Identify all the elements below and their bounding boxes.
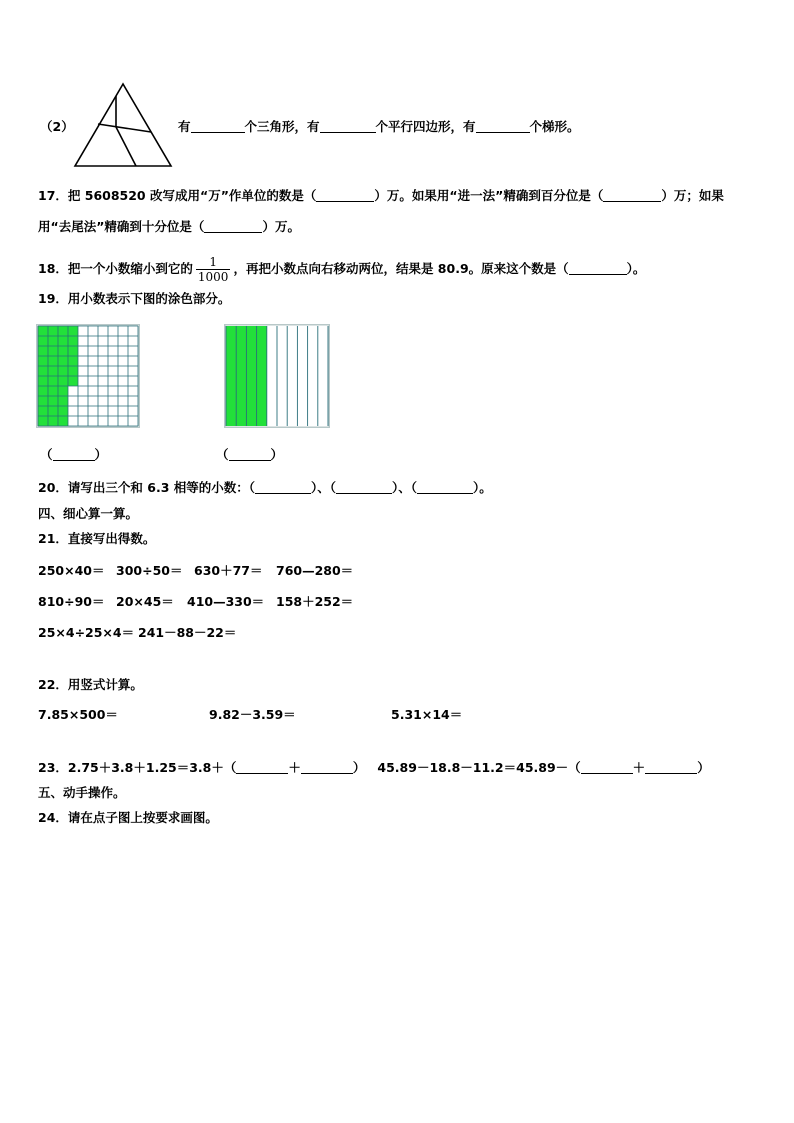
shaded-cell bbox=[38, 366, 48, 376]
answer-blank-q19-2[interactable] bbox=[229, 448, 271, 461]
shaded-cell bbox=[48, 416, 58, 426]
q21-r2c1: 810÷90＝ bbox=[38, 594, 105, 609]
shaded-cell bbox=[58, 396, 68, 406]
q17-a: 17．把 5608520 改写成用“万”作单位的数是（ bbox=[38, 188, 317, 203]
q22-title: 22．用竖式计算。 bbox=[38, 677, 143, 692]
answer-blank-q23-2[interactable] bbox=[301, 761, 353, 774]
section-4-heading: 四、细心算一算。 bbox=[38, 506, 139, 521]
q18-c: ）。 bbox=[626, 261, 646, 276]
shaded-cell bbox=[48, 376, 58, 386]
shaded-cell bbox=[58, 416, 68, 426]
q23-line bbox=[38, 760, 710, 776]
q21-r1c2: 300÷50＝ bbox=[116, 563, 183, 578]
q18-b: ，再把小数点向右移动两位，结果是 80.9。原来这个数是（ bbox=[233, 261, 569, 276]
q20-end: ）。 bbox=[473, 480, 492, 495]
q23-plus2: ＋ bbox=[632, 760, 646, 775]
shaded-cell bbox=[48, 356, 58, 366]
q17-b: ）万。如果用“进一法”精确到百分位是（ bbox=[374, 188, 604, 203]
shaded-cell bbox=[48, 366, 58, 376]
answer-blank-q23-3[interactable] bbox=[581, 761, 633, 774]
answer-blank-q17-1[interactable] bbox=[316, 189, 374, 202]
answer-blank-triangles[interactable] bbox=[191, 120, 245, 133]
shaded-cell bbox=[68, 376, 78, 386]
q20-sep2: ）、（ bbox=[392, 480, 418, 495]
q16-2-s3: 个平行四边形，有 bbox=[375, 119, 476, 134]
q19-right-open: （ bbox=[216, 447, 229, 462]
q21-r1c4: 760—280＝ bbox=[276, 563, 354, 578]
shaded-cell bbox=[38, 326, 48, 336]
shaded-cell bbox=[38, 336, 48, 346]
q19-left-close: ） bbox=[94, 447, 108, 462]
shaded-cell bbox=[58, 346, 68, 356]
shaded-strip bbox=[226, 326, 236, 426]
answer-blank-q18[interactable] bbox=[569, 262, 627, 275]
answer-blank-q23-1[interactable] bbox=[236, 761, 288, 774]
shaded-cell bbox=[68, 326, 78, 336]
q16-2-s4: 个梯形。 bbox=[529, 119, 580, 134]
shaded-strip bbox=[246, 326, 256, 426]
shaded-cell bbox=[58, 366, 68, 376]
q17-d: 用“去尾法”精确到十分位是（ bbox=[38, 219, 205, 234]
q21-r2c4: 158＋252＝ bbox=[276, 594, 354, 609]
shaded-cell bbox=[38, 346, 48, 356]
shaded-cell bbox=[38, 406, 48, 416]
hundred-grid-figure bbox=[36, 324, 140, 428]
tenths-strips-figure bbox=[224, 324, 330, 428]
shaded-cell bbox=[58, 376, 68, 386]
answer-blank-q20-1[interactable] bbox=[255, 481, 311, 494]
answer-blank-q23-4[interactable] bbox=[645, 761, 697, 774]
q20-line bbox=[38, 480, 492, 496]
q16-2-s1: 有 bbox=[178, 119, 191, 134]
triangle-figure bbox=[73, 82, 173, 168]
shaded-cell bbox=[58, 356, 68, 366]
answer-blank-trapezoids[interactable] bbox=[476, 120, 530, 133]
q21-r2c3: 410—330＝ bbox=[187, 594, 265, 609]
answer-blank-q20-2[interactable] bbox=[336, 481, 392, 494]
shaded-cell bbox=[48, 396, 58, 406]
answer-blank-q17-2[interactable] bbox=[603, 189, 661, 202]
shaded-cell bbox=[38, 376, 48, 386]
shaded-cell bbox=[48, 346, 58, 356]
q24-text: 24．请在点子图上按要求画图。 bbox=[38, 810, 218, 825]
q21-r2c2: 20×45＝ bbox=[116, 594, 174, 609]
shaded-cell bbox=[48, 336, 58, 346]
shaded-cell bbox=[48, 326, 58, 336]
q20-sep1: ）、（ bbox=[311, 480, 337, 495]
section-5-heading: 五、动手操作。 bbox=[38, 785, 126, 800]
q21-title: 21．直接写出得数。 bbox=[38, 531, 156, 546]
q23-close2: ） bbox=[697, 760, 710, 775]
answer-blank-q19-1[interactable] bbox=[53, 448, 95, 461]
shaded-cell bbox=[38, 386, 48, 396]
shaded-cell bbox=[48, 406, 58, 416]
q19-answer-left bbox=[40, 447, 107, 463]
q22-item-2: 9.82－3.59＝ bbox=[209, 707, 296, 722]
shaded-strip bbox=[257, 326, 267, 426]
shaded-cell bbox=[68, 366, 78, 376]
q21-r3c2: 241－88－22＝ bbox=[138, 625, 237, 640]
shaded-cell bbox=[58, 336, 68, 346]
q21-r1c1: 250×40＝ bbox=[38, 563, 105, 578]
shaded-cell bbox=[68, 346, 78, 356]
shaded-strip bbox=[236, 326, 246, 426]
shaded-cell bbox=[68, 336, 78, 346]
fraction-denominator: 1000 bbox=[197, 270, 229, 284]
answer-blank-q20-3[interactable] bbox=[417, 481, 473, 494]
q19-answer-right bbox=[216, 447, 283, 463]
q22-item-3: 5.31×14＝ bbox=[391, 707, 463, 722]
q20-a: 20．请写出三个和 6.3 相等的小数：（ bbox=[38, 480, 255, 495]
q17-line1 bbox=[38, 188, 724, 204]
q17-line2 bbox=[38, 219, 300, 235]
fraction bbox=[196, 255, 231, 284]
q17-e: ）万。 bbox=[262, 219, 300, 234]
shaded-cell bbox=[38, 396, 48, 406]
q21-r3c1: 25×4÷25×4＝ bbox=[38, 625, 135, 640]
shaded-cell bbox=[68, 356, 78, 366]
shaded-cell bbox=[38, 356, 48, 366]
q22-item-1: 7.85×500＝ bbox=[38, 707, 118, 722]
q16-2-label: （2） bbox=[40, 119, 74, 134]
q19-right-close: ） bbox=[270, 447, 284, 462]
q19-text: 19．用小数表示下图的涂色部分。 bbox=[38, 291, 231, 306]
q23-plus1: ＋ bbox=[288, 760, 301, 775]
q18-line bbox=[38, 252, 645, 286]
q19-left-open: （ bbox=[40, 447, 53, 462]
fraction-numerator: 1 bbox=[196, 255, 231, 270]
q18-a: 18．把一个小数缩小到它的 bbox=[38, 261, 193, 276]
shaded-cell bbox=[48, 386, 58, 396]
q17-c: ）万；如果 bbox=[661, 188, 724, 203]
q23-a: 23．2.75＋3.8＋1.25＝3.8＋（ bbox=[38, 760, 237, 775]
q23-b: 45.89－18.8－11.2＝45.89－（ bbox=[377, 760, 581, 775]
shaded-cell bbox=[38, 416, 48, 426]
shaded-cell bbox=[58, 386, 68, 396]
q16-2-s2: 个三角形，有 bbox=[244, 119, 320, 134]
q16-2-text bbox=[178, 119, 580, 135]
answer-blank-q17-3[interactable] bbox=[204, 220, 262, 233]
shaded-cell bbox=[58, 406, 68, 416]
shaded-cell bbox=[58, 326, 68, 336]
q21-r1c3: 630＋77＝ bbox=[194, 563, 263, 578]
answer-blank-parallelograms[interactable] bbox=[320, 120, 376, 133]
q23-close1: ） bbox=[352, 760, 366, 775]
